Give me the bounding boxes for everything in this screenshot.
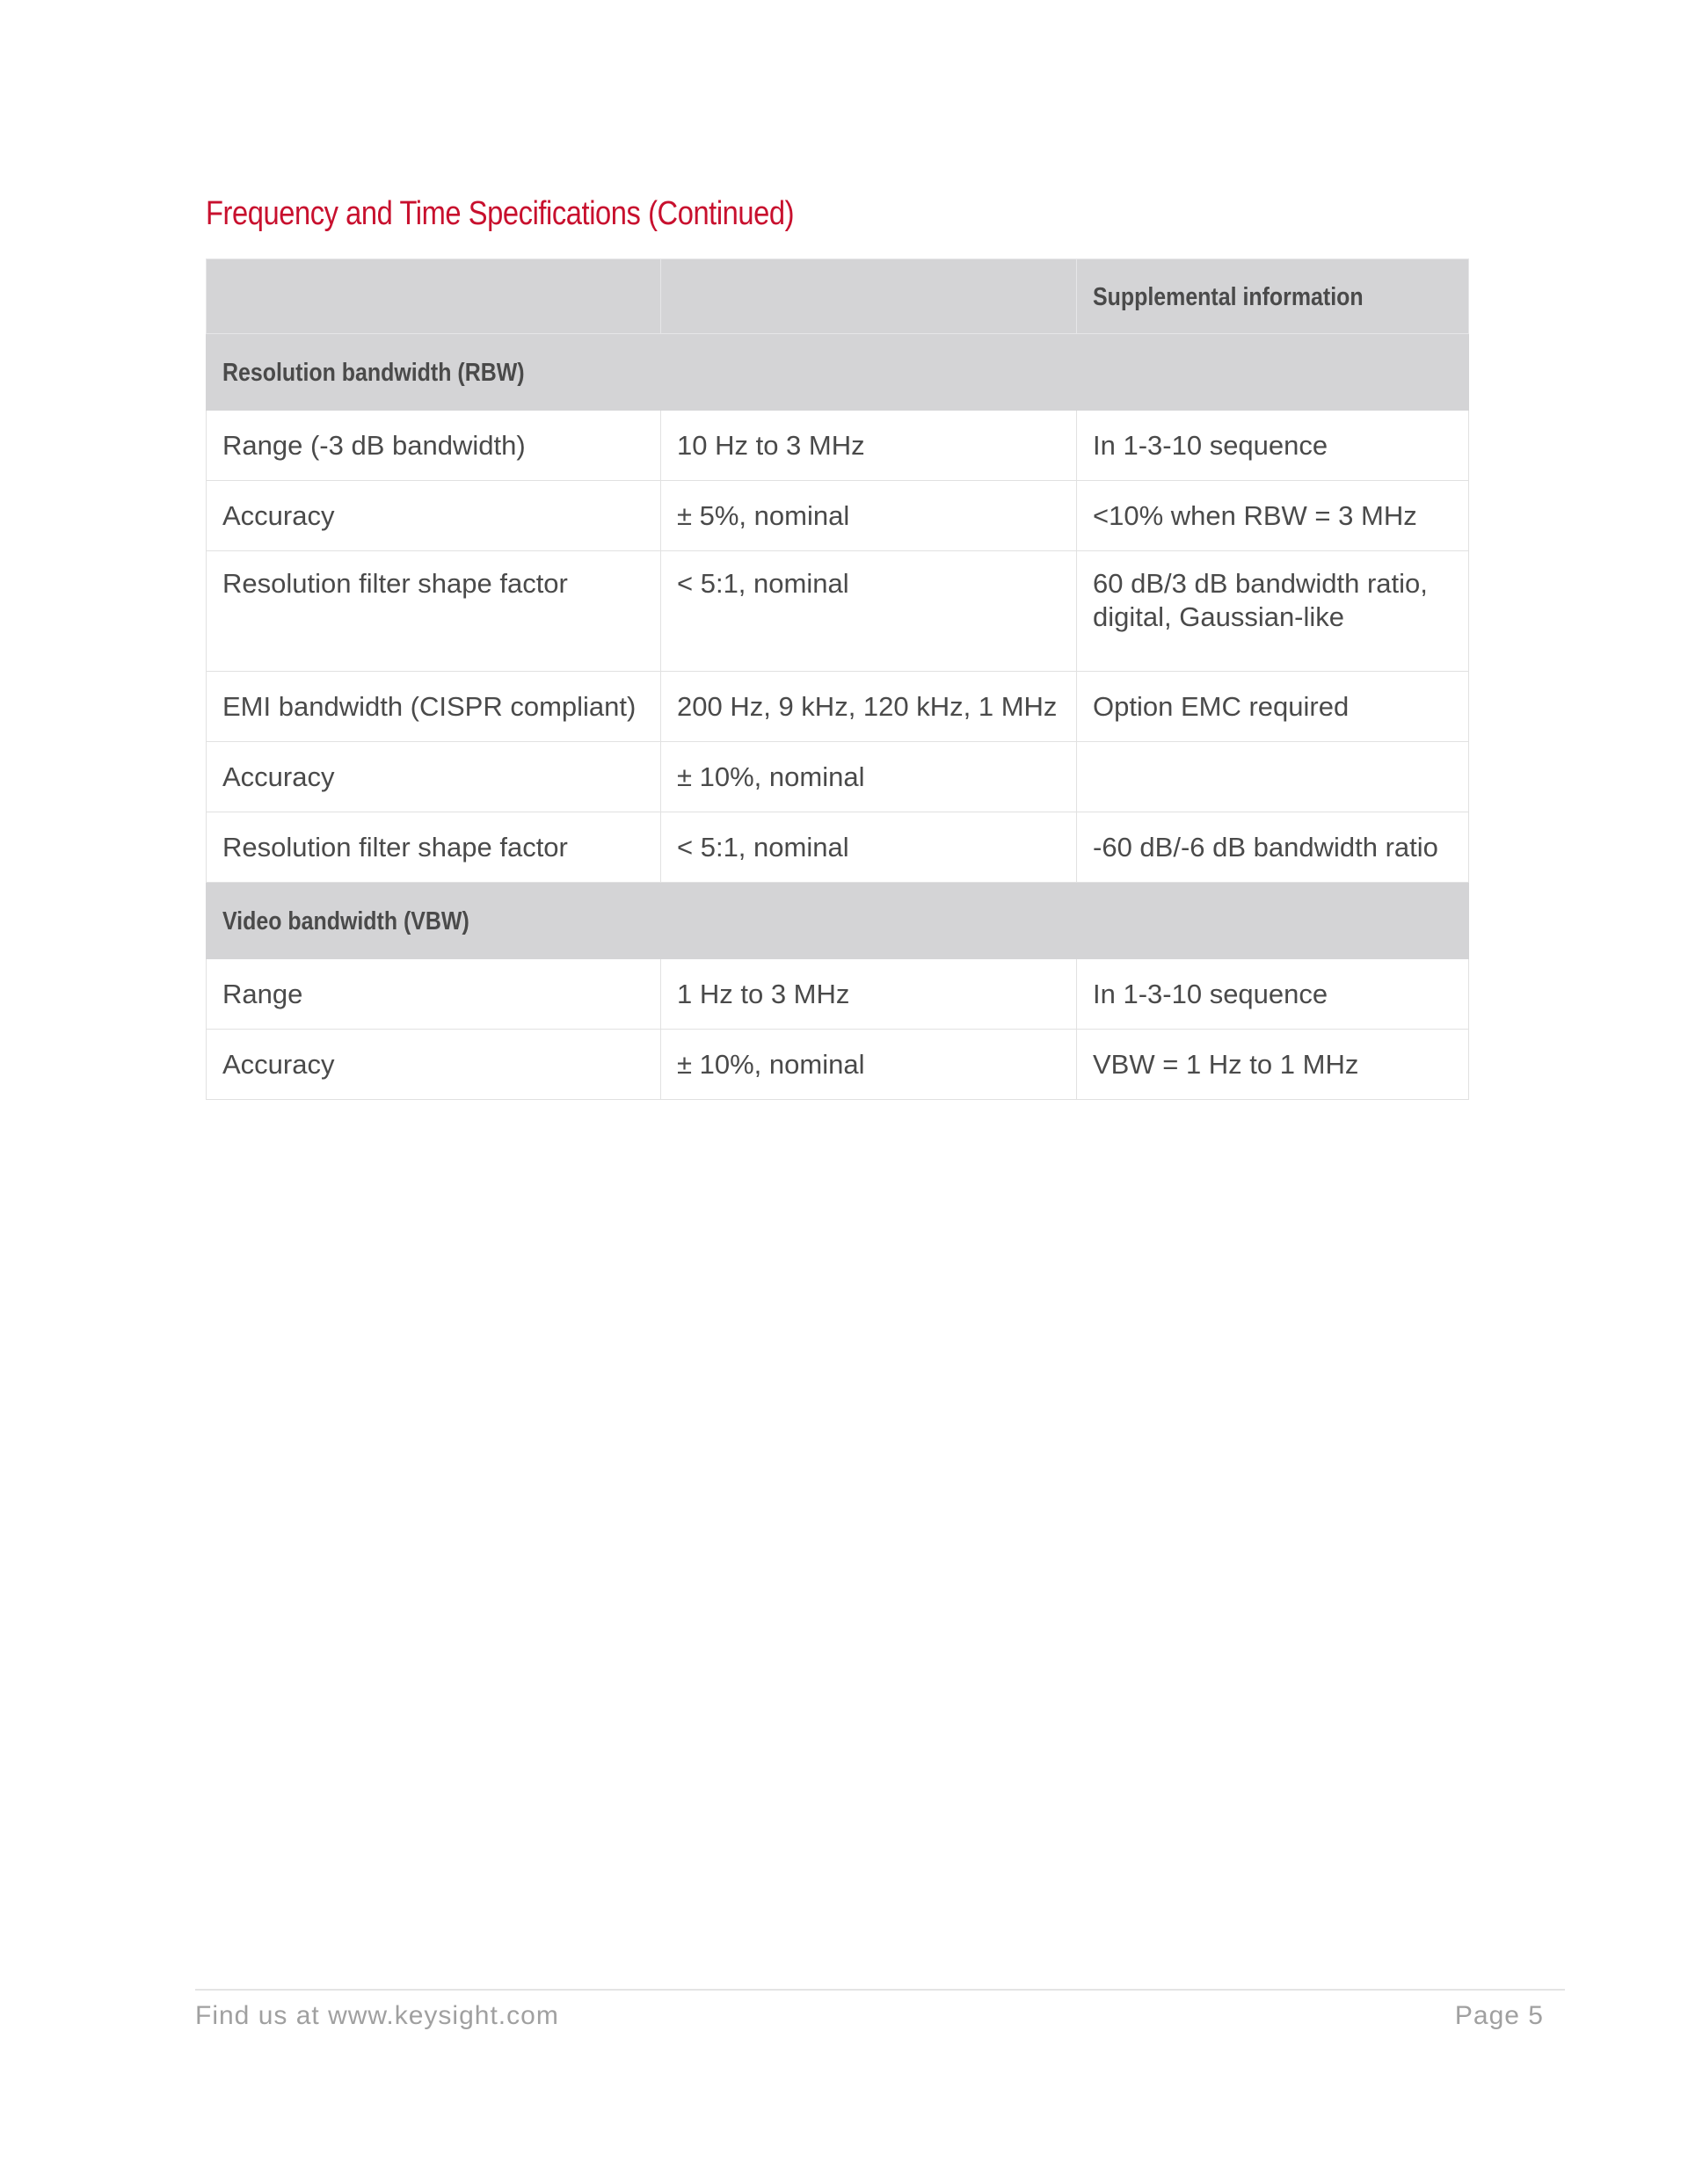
spec-name: Accuracy [207,1030,661,1100]
header-cell [207,259,661,334]
spec-value: 10 Hz to 3 MHz [661,411,1077,481]
header-cell-supplemental: Supplemental information [1077,259,1469,334]
table-row [207,481,1469,551]
spec-table [206,258,1469,1100]
table-row [207,551,1469,672]
footer-website: Find us at www.keysight.com [195,2001,559,2030]
spec-supplemental [1077,742,1469,812]
spec-name: Resolution filter shape factor [207,812,661,883]
table-header-row [207,259,1469,334]
spec-value: ± 5%, nominal [661,481,1077,551]
spec-name: Accuracy [207,481,661,551]
spec-name: EMI bandwidth (CISPR compliant) [207,672,661,742]
spec-supplemental: Option EMC required [1077,672,1469,742]
spec-name: Resolution filter shape factor [207,551,661,672]
footer-divider [195,1989,1565,1991]
spec-value: 200 Hz, 9 kHz, 120 kHz, 1 MHz [661,672,1077,742]
table-row [207,742,1469,812]
spec-supplemental: -60 dB/-6 dB bandwidth ratio [1077,812,1469,883]
table-row [207,411,1469,481]
spec-value: 1 Hz to 3 MHz [661,959,1077,1030]
table-row [207,812,1469,883]
spec-supplemental: In 1-3-10 sequence [1077,959,1469,1030]
page-number: Page 5 [1454,2001,1544,2030]
table-row [207,672,1469,742]
table-row [207,959,1469,1030]
spec-name: Accuracy [207,742,661,812]
spec-value: < 5:1, nominal [661,812,1077,883]
spec-name: Range [207,959,661,1030]
spec-supplemental: 60 dB/3 dB bandwidth ratio, digital, Gaussian-like [1077,551,1469,672]
spec-value: ± 10%, nominal [661,1030,1077,1100]
spec-value: < 5:1, nominal [661,551,1077,672]
table-row [207,1030,1469,1100]
group-row-rbw [207,334,1469,411]
group-row-vbw [207,883,1469,959]
spec-value: ± 10%, nominal [661,742,1077,812]
spec-supplemental: <10% when RBW = 3 MHz [1077,481,1469,551]
spec-name: Range (-3 dB bandwidth) [207,411,661,481]
group-label: Resolution bandwidth (RBW) [207,334,1469,411]
group-label: Video bandwidth (VBW) [207,883,1469,959]
section-title: Frequency and Time Specifications (Continued) [206,195,795,232]
header-cell [661,259,1077,334]
spec-supplemental: VBW = 1 Hz to 1 MHz [1077,1030,1469,1100]
spec-supplemental: In 1-3-10 sequence [1077,411,1469,481]
